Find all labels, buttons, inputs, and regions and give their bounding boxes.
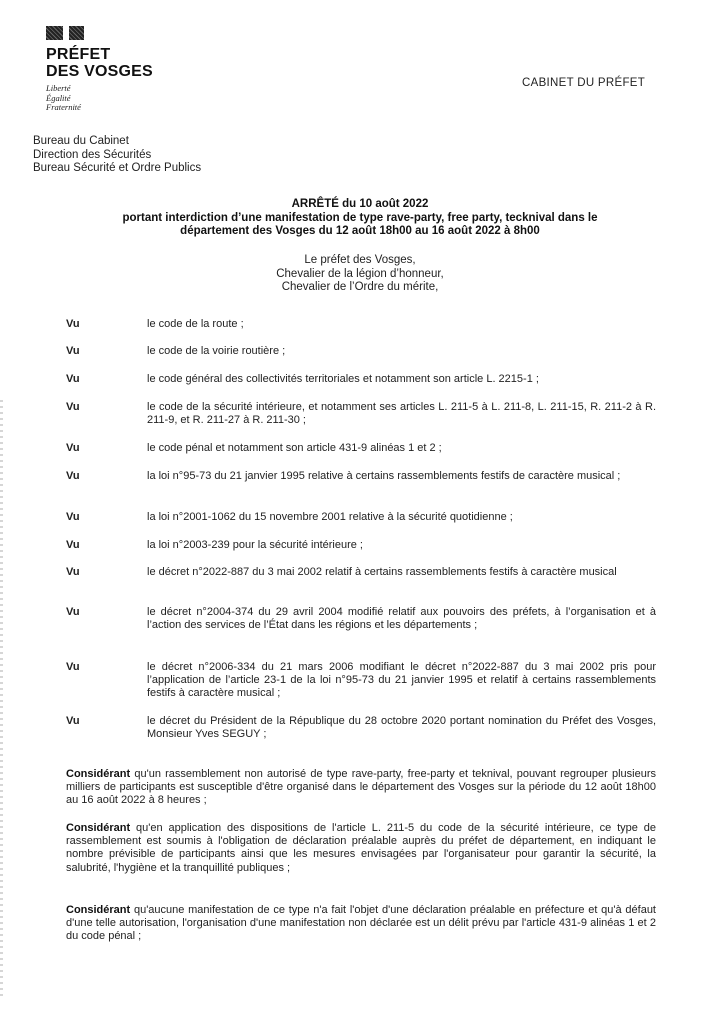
- visa-item: [66, 318, 656, 331]
- visa-keyword: Vu: [66, 401, 80, 413]
- motto-fraternite: Fraternité: [46, 102, 81, 112]
- visa-text: le code de la route ;: [147, 318, 244, 330]
- visa-keyword: Vu: [66, 470, 80, 482]
- considerant-keyword: Considérant: [66, 904, 131, 916]
- visa-item: [66, 345, 656, 358]
- bureau-line: Direction des Sécurités: [33, 148, 152, 161]
- visa-text: le code de la sécurité intérieure, et notamment ses articles L. 211-5 à L. 211-8, L. 211-15, R. 211-2 à R. 211-9, et R. 211-27 à R. 211-30 ;: [147, 401, 656, 427]
- visa-item: [66, 511, 656, 524]
- logo-line-2: DES VOSGES: [46, 63, 153, 80]
- considerant-keyword: Considérant: [66, 822, 131, 834]
- visa-keyword: Vu: [66, 511, 80, 523]
- visa-text: le code de la voirie routière ;: [147, 345, 286, 357]
- visa-keyword: Vu: [66, 442, 80, 454]
- considerant-text: qu'un rassemblement non autorisé de type rave-party, free-party et teknival, pouvant regrouper plusieurs milliers de participants est susceptible d'être organisé dans le département des Vosges sur la période du 12 août 18h00 au 16 août 2022 à 8 heures ;: [66, 768, 656, 807]
- scan-artifact: [0, 400, 3, 1000]
- prefect-intro: [60, 254, 660, 295]
- issuing-bureau: [33, 135, 201, 176]
- motto-liberte: Liberté: [46, 83, 71, 93]
- decree-title: [60, 198, 660, 239]
- visa-text: le décret n°2022-887 du 3 mai 2002 relatif à certains rassemblements festifs à caractère musical: [147, 566, 617, 578]
- visa-item: [66, 401, 656, 427]
- logo-line-1: PRÉFET: [46, 46, 111, 63]
- visa-text: le code pénal et notamment son article 431-9 alinéas 1 et 2 ;: [147, 442, 442, 454]
- visa-item: [66, 373, 656, 386]
- visa-item: [66, 470, 656, 483]
- visa-text: la loi n°95-73 du 21 janvier 1995 relative à certains rassemblements festifs de caractère musical ;: [147, 470, 621, 482]
- republic-motto: [46, 84, 153, 113]
- visa-item: [66, 661, 656, 701]
- considerant-item: [66, 822, 656, 875]
- bureau-line: Bureau Sécurité et Ordre Publics: [33, 162, 202, 174]
- considerant-keyword: Considérant: [66, 768, 131, 780]
- visa-item: [66, 442, 656, 455]
- visa-item: [66, 566, 656, 579]
- visa-keyword: Vu: [66, 715, 80, 727]
- visa-keyword: Vu: [66, 373, 80, 385]
- intro-line: Chevalier de l’Ordre du mérite,: [281, 281, 439, 293]
- visa-text: le code général des collectivités territoriales et notamment son article L. 2215-1 ;: [147, 373, 539, 385]
- decree-title-subject: portant interdiction d’une manifestation de type rave-party, free party, tecknival dans le: [122, 211, 598, 224]
- service-heading: CABINET DU PRÉFET: [522, 77, 646, 89]
- considerant-text: qu'en application des dispositions de l'article L. 211-5 du code de la sécurité intérieure, ce type de rassemblement est soumis à l'obligation de déclaration préalable auprès du préfet de département, en indiquant le nombre prévisible de participants ainsi que les mesures envisagées par l'organisateur pour garantir la sécurité, la salubrité, l'hygiène et la tranquillité publiques ;: [66, 822, 656, 874]
- visa-item: [66, 606, 656, 632]
- visa-text: le décret du Président de la République du 28 octobre 2020 portant nomination du Préfet des Vosges, Monsieur Yves SEGUY ;: [147, 715, 656, 741]
- motto-egalite: Égalité: [46, 92, 71, 103]
- visa-item: [66, 539, 656, 552]
- intro-line: Chevalier de la légion d’honneur,: [276, 267, 444, 280]
- decree-title-subject: département des Vosges du 12 août 18h00 au 16 août 2022 à 8h00: [180, 225, 540, 237]
- visa-keyword: Vu: [66, 606, 80, 618]
- intro-line: Le préfet des Vosges,: [304, 254, 416, 266]
- prefecture-logo: [46, 26, 153, 113]
- visa-keyword: Vu: [66, 661, 80, 673]
- visa-keyword: Vu: [66, 345, 80, 357]
- visa-keyword: Vu: [66, 566, 80, 578]
- visa-text: la loi n°2001-1062 du 15 novembre 2001 relative à la sécurité quotidienne ;: [147, 511, 513, 523]
- considerant-text: qu'aucune manifestation de ce type n'a fait l'objet d'une déclaration préalable en préfecture et qu'à défaut d'une telle autorisation, l'organisation d'une manifestation non déclarée est un délit prévu par l'article 431-9 alinéas 1 et 2 du code pénal ;: [66, 904, 656, 943]
- considerant-item: [66, 904, 656, 944]
- logo-title: [46, 46, 153, 80]
- visa-keyword: Vu: [66, 539, 80, 551]
- marianne-emblem-icon: [46, 26, 153, 42]
- bureau-line: Bureau du Cabinet: [33, 135, 129, 147]
- visa-text: le décret n°2006-334 du 21 mars 2006 modifiant le décret n°2022-887 du 3 mai 2002 pris pour l’application de l’article 23-1 de la loi n°95-73 du 21 janvier 1995 et relatif à certains rassemblements festifs à caractère musical ;: [147, 661, 656, 700]
- visa-item: [66, 715, 656, 741]
- decree-title-date: ARRÊTÉ du 10 août 2022: [291, 198, 429, 210]
- visa-text: le décret n°2004-374 du 29 avril 2004 modifié relatif aux pouvoirs des préfets, à l’organisation et à l’action des services de l’État dans les régions et les départements ;: [147, 606, 656, 632]
- considerant-item: [66, 768, 656, 808]
- visa-text: la loi n°2003-239 pour la sécurité intérieure ;: [147, 539, 363, 551]
- visa-keyword: Vu: [66, 318, 80, 330]
